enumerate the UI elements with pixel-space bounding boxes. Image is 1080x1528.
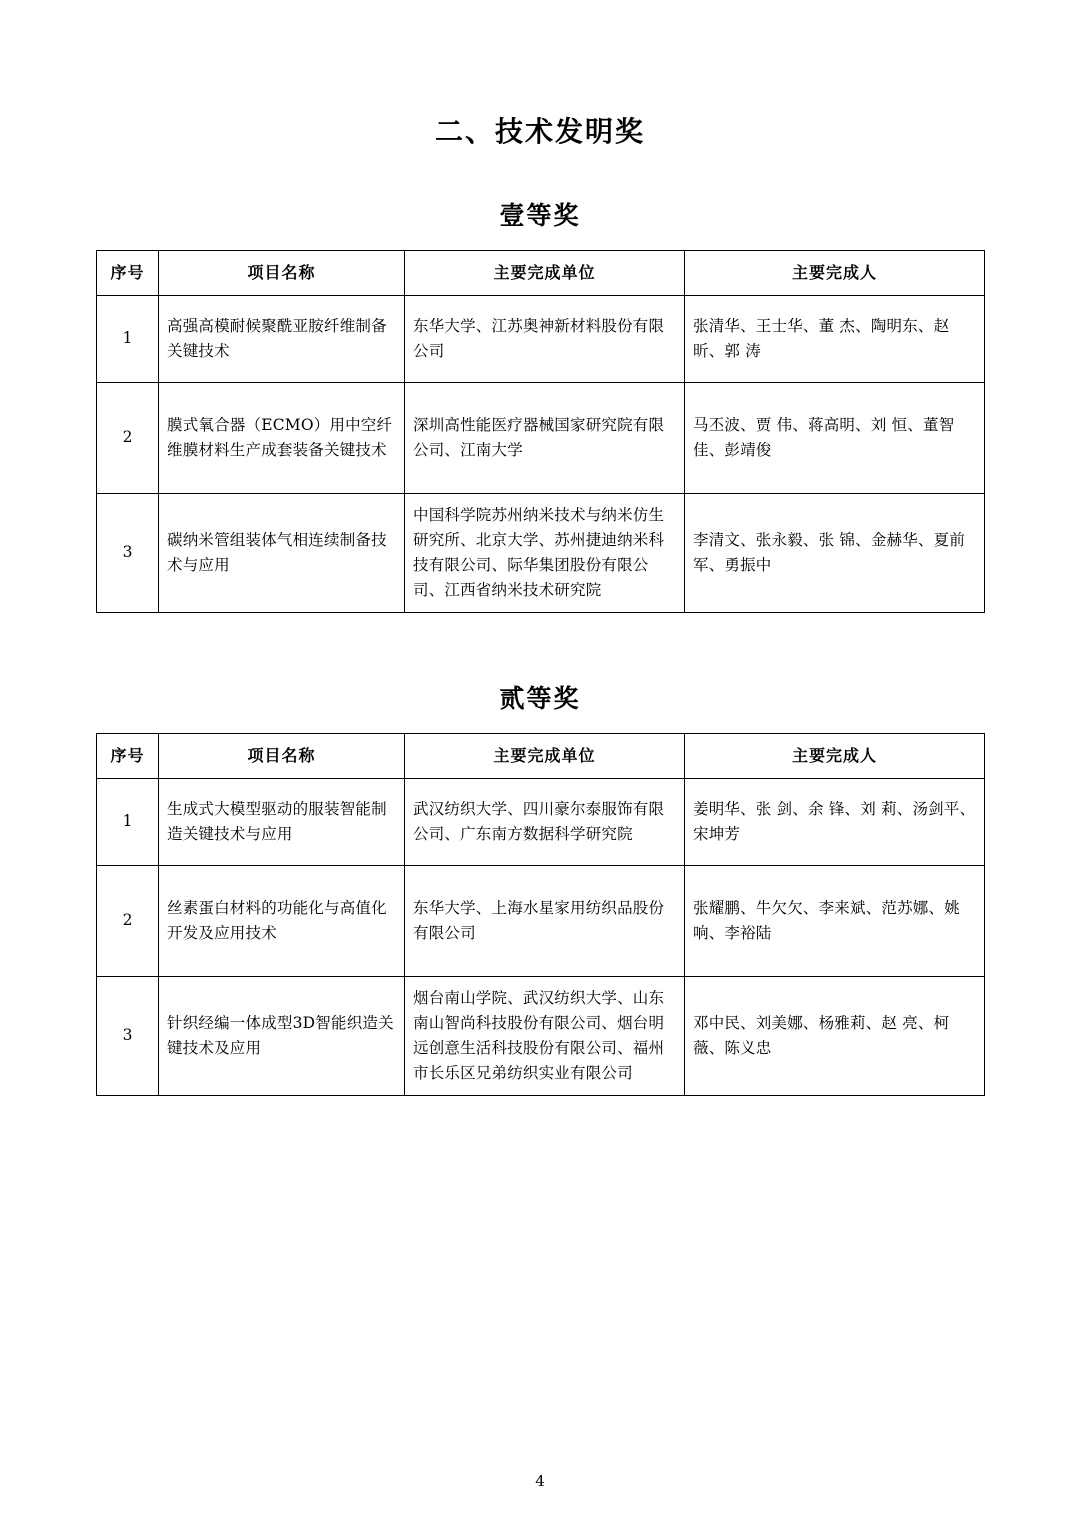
column-header-contributors: 主要完成人 (685, 251, 985, 296)
table-row (97, 778, 985, 865)
cell-organizations: 深圳高性能医疗器械国家研究院有限公司、江南大学 (405, 382, 685, 493)
column-header-index: 序号 (97, 251, 159, 296)
cell-contributors: 李清文、张永毅、张 锦、金赫华、夏前军、勇振中 (685, 493, 985, 612)
cell-project-name: 碳纳米管组装体气相连续制备技术与应用 (159, 493, 405, 612)
table-row (97, 493, 985, 612)
cell-organizations: 武汉纺织大学、四川豪尔泰服饰有限公司、广东南方数据科学研究院 (405, 778, 685, 865)
cell-contributors: 张耀鹏、牛欠欠、李来斌、范苏娜、姚 响、李裕陆 (685, 865, 985, 976)
cell-organizations: 东华大学、上海水星家用纺织品股份有限公司 (405, 865, 685, 976)
page-number: 4 (535, 1472, 545, 1490)
column-header-project-name: 项目名称 (159, 733, 405, 778)
cell-project-name: 针织经编一体成型3D智能织造关键技术及应用 (159, 976, 405, 1095)
column-header-organizations: 主要完成单位 (405, 251, 685, 296)
first-prize-table (96, 250, 985, 613)
cell-index: 2 (97, 865, 159, 976)
cell-contributors: 马丕波、贾 伟、蒋高明、刘 恒、董智佳、彭靖俊 (685, 382, 985, 493)
cell-project-name: 丝素蛋白材料的功能化与高值化开发及应用技术 (159, 865, 405, 976)
cell-project-name: 高强高模耐候聚酰亚胺纤维制备关键技术 (159, 295, 405, 382)
second-prize-heading: 贰等奖 (499, 683, 581, 713)
cell-organizations: 东华大学、江苏奥神新材料股份有限公司 (405, 295, 685, 382)
cell-index: 1 (97, 778, 159, 865)
cell-index: 3 (97, 493, 159, 612)
cell-contributors: 张清华、王士华、董 杰、陶明东、赵 昕、郭 涛 (685, 295, 985, 382)
table-header-row (97, 251, 985, 296)
cell-organizations: 烟台南山学院、武汉纺织大学、山东南山智尚科技股份有限公司、烟台明远创意生活科技股份有限公司、福州市长乐区兄弟纺织实业有限公司 (405, 976, 685, 1095)
table-row (97, 295, 985, 382)
cell-project-name: 生成式大模型驱动的服装智能制造关键技术与应用 (159, 778, 405, 865)
table-header-row (97, 733, 985, 778)
cell-contributors: 邓中民、刘美娜、杨雅莉、赵 亮、柯 薇、陈义忠 (685, 976, 985, 1095)
second-prize-table (96, 733, 985, 1096)
table-row (97, 382, 985, 493)
cell-contributors: 姜明华、张 剑、余 锋、刘 莉、汤剑平、宋坤芳 (685, 778, 985, 865)
cell-index: 1 (97, 295, 159, 382)
column-header-organizations: 主要完成单位 (405, 733, 685, 778)
cell-index: 2 (97, 382, 159, 493)
page-title: 二、技术发明奖 (434, 115, 645, 148)
cell-organizations: 中国科学院苏州纳米技术与纳米仿生研究所、北京大学、苏州捷迪纳米科技有限公司、际华集团股份有限公司、江西省纳米技术研究院 (405, 493, 685, 612)
cell-index: 3 (97, 976, 159, 1095)
column-header-contributors: 主要完成人 (685, 733, 985, 778)
table-row (97, 976, 985, 1095)
column-header-project-name: 项目名称 (159, 251, 405, 296)
table-row (97, 865, 985, 976)
cell-project-name: 膜式氧合器（ECMO）用中空纤维膜材料生产成套装备关键技术 (159, 382, 405, 493)
column-header-index: 序号 (97, 733, 159, 778)
first-prize-heading: 壹等奖 (499, 201, 581, 230)
